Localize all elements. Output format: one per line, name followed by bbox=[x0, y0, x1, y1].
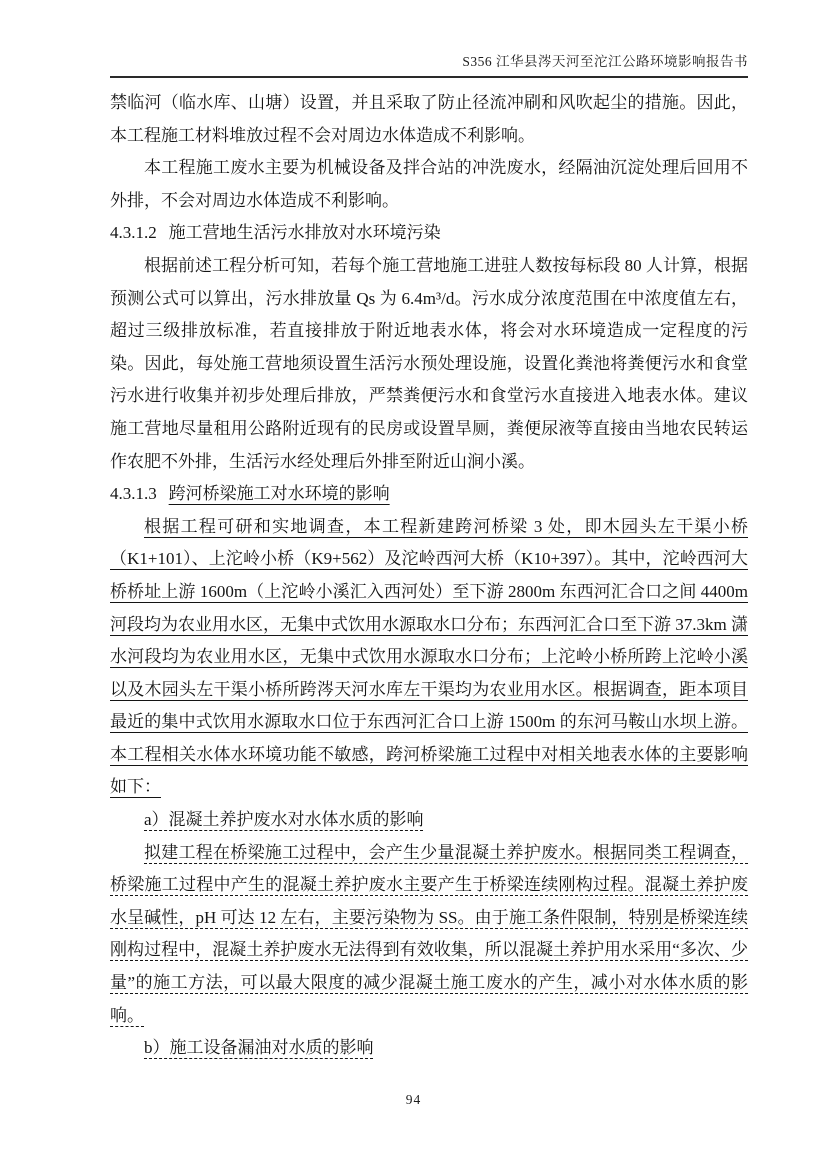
page-footer bbox=[0, 1091, 827, 1109]
section-title-4-3-1-3: 跨河桥梁施工对水环境的影响 bbox=[168, 484, 390, 504]
section-heading-4-3-1-2 bbox=[110, 217, 748, 250]
header-rule bbox=[110, 76, 748, 78]
item-b-heading: b）施工设备漏油对水质的影响 bbox=[144, 1038, 374, 1058]
page-header bbox=[110, 53, 748, 78]
paragraph-camp-sewage: 根据前述工程分析可知，若每个施工营地施工进驻人数按每标段 80 人计算，根据预测公式可以算出，污水排放量 Qs 为 6.4m³/d。污水成分浓度范围在中浓度值左右，超过三级排放标准，若直接排放于附近地表水体，将会对水环境造成一定程度的污染。因此，每处施工营地须设置生活污水预处理设施，设置化粪池将粪便污水和食堂污水进行收集并初步处理后排放，严禁粪便污水和食堂污水直接进入地表水体。建议施工营地尽量租用公路附近现有的民房或设置旱厕，粪便尿液等直接由当地农民转运作农肥不外排，生活污水经处理后外排至附近山涧小溪。 bbox=[110, 255, 748, 471]
section-heading-4-3-1-3 bbox=[110, 478, 748, 511]
section-title-4-3-1-2: 施工营地生活污水排放对水环境污染 bbox=[168, 223, 441, 243]
document-body bbox=[110, 87, 748, 1065]
section-number-4-3-1-2: 4.3.1.2 bbox=[110, 223, 157, 243]
paragraph-material-stacking: 禁临河（临水库、山塘）设置，并且采取了防止径流冲刷和风吹起尘的措施。因此，本工程施工材料堆放过程不会对周边水体造成不利影响。 bbox=[110, 93, 748, 145]
item-a-heading: a）混凝土养护废水对水体水质的影响 bbox=[144, 810, 424, 830]
paragraph-bridge-construction: 根据工程可研和实地调查，本工程新建跨河桥梁 3 处，即木园头左干渠小桥（K1+101）、上沱岭小桥（K9+562）及沱岭西河大桥（K10+397）。其中，沱岭西河大桥桥址上游 1600m（上沱岭小溪汇入西河处）至下游 2800m 东西河汇合口之间 4400m 河段均为农业用水区，无集中式饮用水源取水口分布；东西河汇合口至下游 37.3km 潇水河段均为农业用水区，无集中式饮用水源取水口分布；上沱岭小桥所跨上沱岭小溪以及木园头左干渠小桥所跨涔天河水库左干渠均为农业用水区。根据调查，距本项目最近的集中式饮用水源取水口位于东西河汇合口上游 1500m 的东河马鞍山水坝上游。本工程相关水体水环境功能不敏感，跨河桥梁施工过程中对相关地表水体的主要影响如下： bbox=[110, 516, 748, 797]
section-number-4-3-1-3: 4.3.1.3 bbox=[110, 484, 157, 504]
header-title: S356 江华县涔天河至沱江公路环境影响报告书 bbox=[462, 54, 748, 69]
paragraph-concrete-curing: 拟建工程在桥梁施工过程中，会产生少量混凝土养护废水。根据同类工程调查，桥梁施工过程中产生的混凝土养护废水主要产生于桥梁连续刚构过程。混凝土养护废水呈碱性，pH 可达 12 左右，主要污染物为 SS。由于施工条件限制，特别是桥梁连续刚构过程中，混凝土养护废水无法得到有效收集，所以混凝土养护用水采用“多次、少量”的施工方法，可以最大限度的减少混凝土施工废水的产生，减小对水体水质的影响。 bbox=[110, 842, 748, 1025]
paragraph-construction-wastewater: 本工程施工废水主要为机械设备及拌合站的冲洗废水，经隔油沉淀处理后回用不外排，不会对周边水体造成不利影响。 bbox=[110, 158, 748, 210]
page-number: 94 bbox=[405, 1092, 422, 1107]
